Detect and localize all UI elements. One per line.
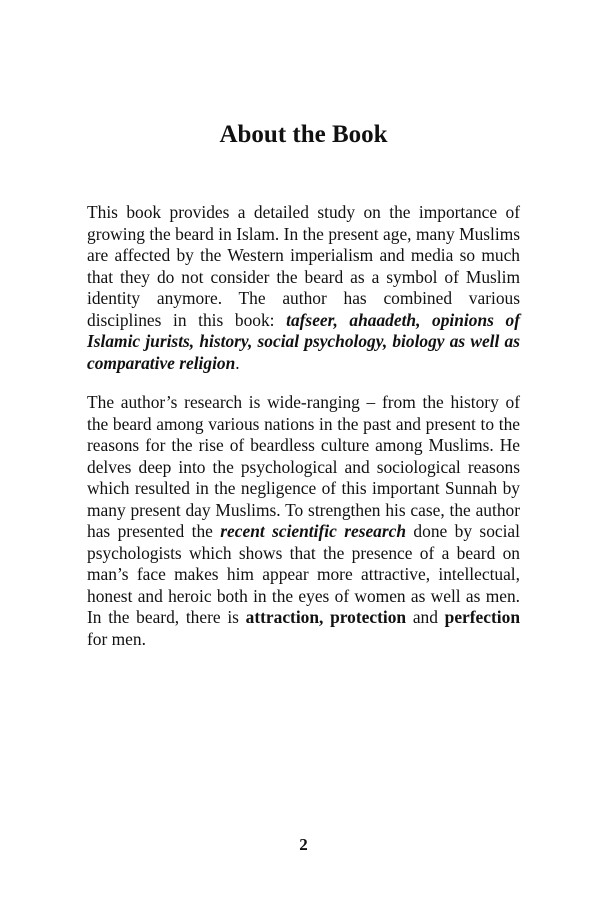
body-paragraph-1 <box>87 202 520 374</box>
paragraph-text-continued: done by social psychologists which shows that the presence of a beard on man’s face makes him appear more attractive, intellectual, honest and heroic both in the eyes of women as well as men. In the beard, there is <box>87 521 520 627</box>
paragraph-text: This book provides a detailed study on the importance of growing the beard in Islam. In the present age, many Muslims are affected by the Western imperialism and media so much that they do not consider the beard as a symbol of Muslim identity anymore. The author has combined various disciplines in this book: <box>87 202 520 330</box>
paragraph-end: for men. <box>87 628 146 649</box>
emphasized-disciplines: tafseer, ahaadeth, opinions of Islamic jurists, history, social psychology, biology as well as comparative religion <box>87 309 520 373</box>
paragraph-text: The author’s research is wide-ranging – from the history of the beard among various nations in the past and present to the reasons for the rise of beardless culture among Muslims. He delves deep into the psychological and sociological reasons which resulted in the negligence of this important Sunnah by many present day Muslims. To strengthen his case, the author has presented the <box>87 392 520 541</box>
page-title: About the Book <box>219 121 388 148</box>
body-paragraph-2 <box>87 392 520 650</box>
page-number: 2 <box>299 835 308 854</box>
bold-perfection: perfection <box>444 607 520 627</box>
emphasized-research: recent scientific research <box>220 521 407 541</box>
paragraph-conjunction: and <box>406 607 445 627</box>
bold-attraction-protection: attraction, protection <box>245 607 407 627</box>
paragraph-end: . <box>235 352 240 373</box>
